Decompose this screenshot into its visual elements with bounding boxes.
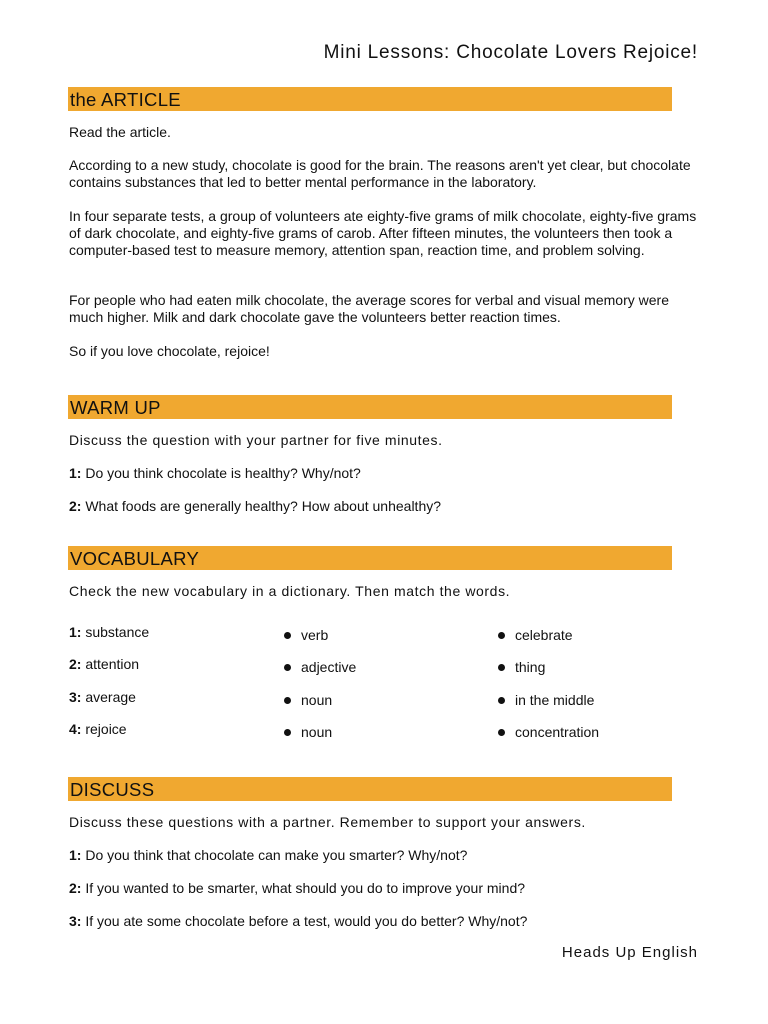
question-number: 2:	[69, 498, 82, 514]
section-heading-discuss: DISCUSS	[68, 777, 672, 801]
question-number: 2:	[69, 880, 82, 896]
question-text: If you ate some chocolate before a test, would you do better? Why/not?	[81, 913, 528, 929]
article-paragraph: According to a new study, chocolate is good for the brain. The reasons aren't yet clear, but chocolate contains substances that led to better mental performance in the laboratory.	[69, 157, 691, 190]
article-instruction: Read the article.	[69, 124, 171, 140]
meaning-text: concentration	[515, 724, 600, 740]
question-number: 3:	[69, 913, 82, 929]
section-heading-article: the ARTICLE	[68, 87, 672, 111]
word-text: rejoice	[81, 721, 127, 737]
warm-up-question	[69, 498, 699, 515]
discuss-question	[69, 847, 699, 864]
meaning-item	[498, 627, 573, 644]
part-of-speech-text: noun	[301, 724, 333, 740]
discuss-instruction: Discuss these questions with a partner. Remember to support your answers.	[69, 814, 586, 830]
vocab-word	[69, 624, 149, 641]
discuss-question	[69, 880, 699, 897]
part-of-speech-item	[284, 724, 332, 741]
question-text: Do you think chocolate is healthy? Why/not?	[81, 465, 361, 481]
question-number: 1:	[69, 465, 82, 481]
meaning-item	[498, 724, 599, 741]
bullet-icon	[498, 664, 505, 671]
article-paragraph: In four separate tests, a group of volunteers ate eighty-five grams of milk chocolate, eighty-five grams of dark chocolate, and eighty-five grams of carob. After fifteen minutes, the volunteers then took a computer-based test to measure memory, attention span, reaction time, and problem solving.	[69, 208, 697, 258]
word-number: 1:	[69, 624, 82, 640]
section-heading-warm-up: WARM UP	[68, 395, 672, 419]
part-of-speech-text: adjective	[301, 659, 357, 675]
footer-brand: Heads Up English	[561, 944, 698, 961]
word-number: 4:	[69, 721, 82, 737]
bullet-icon	[284, 664, 291, 671]
bullet-icon	[498, 697, 505, 704]
meaning-item	[498, 659, 545, 676]
word-text: substance	[81, 624, 150, 640]
question-text: What foods are generally healthy? How about unhealthy?	[81, 498, 442, 514]
vocab-word	[69, 721, 127, 738]
part-of-speech-item	[284, 692, 332, 709]
meaning-item	[498, 692, 594, 709]
warm-up-question	[69, 465, 699, 482]
meaning-text: celebrate	[515, 627, 573, 643]
meaning-text: thing	[515, 659, 546, 675]
page-title: Mini Lessons: Chocolate Lovers Rejoice!	[323, 42, 698, 63]
article-paragraph: So if you love chocolate, rejoice!	[69, 343, 270, 359]
word-number: 3:	[69, 689, 82, 705]
bullet-icon	[498, 632, 505, 639]
warm-up-instruction: Discuss the question with your partner for five minutes.	[69, 432, 443, 448]
question-number: 1:	[69, 847, 82, 863]
section-heading-vocabulary: VOCABULARY	[68, 546, 672, 570]
question-text: Do you think that chocolate can make you smarter? Why/not?	[81, 847, 468, 863]
discuss-question	[69, 913, 699, 930]
vocab-word	[69, 656, 139, 673]
vocabulary-instruction: Check the new vocabulary in a dictionary. Then match the words.	[69, 583, 511, 599]
part-of-speech-item	[284, 627, 328, 644]
part-of-speech-text: noun	[301, 692, 333, 708]
bullet-icon	[284, 632, 291, 639]
bullet-icon	[284, 697, 291, 704]
word-number: 2:	[69, 656, 82, 672]
vocab-word	[69, 689, 136, 706]
article-paragraph: For people who had eaten milk chocolate, the average scores for verbal and visual memory were much higher. Milk and dark chocolate gave the volunteers better reaction times.	[69, 292, 669, 325]
word-text: attention	[81, 656, 140, 672]
word-text: average	[81, 689, 136, 705]
part-of-speech-text: verb	[301, 627, 329, 643]
bullet-icon	[284, 729, 291, 736]
part-of-speech-item	[284, 659, 356, 676]
meaning-text: in the middle	[515, 692, 595, 708]
question-text: If you wanted to be smarter, what should you do to improve your mind?	[81, 880, 526, 896]
bullet-icon	[498, 729, 505, 736]
